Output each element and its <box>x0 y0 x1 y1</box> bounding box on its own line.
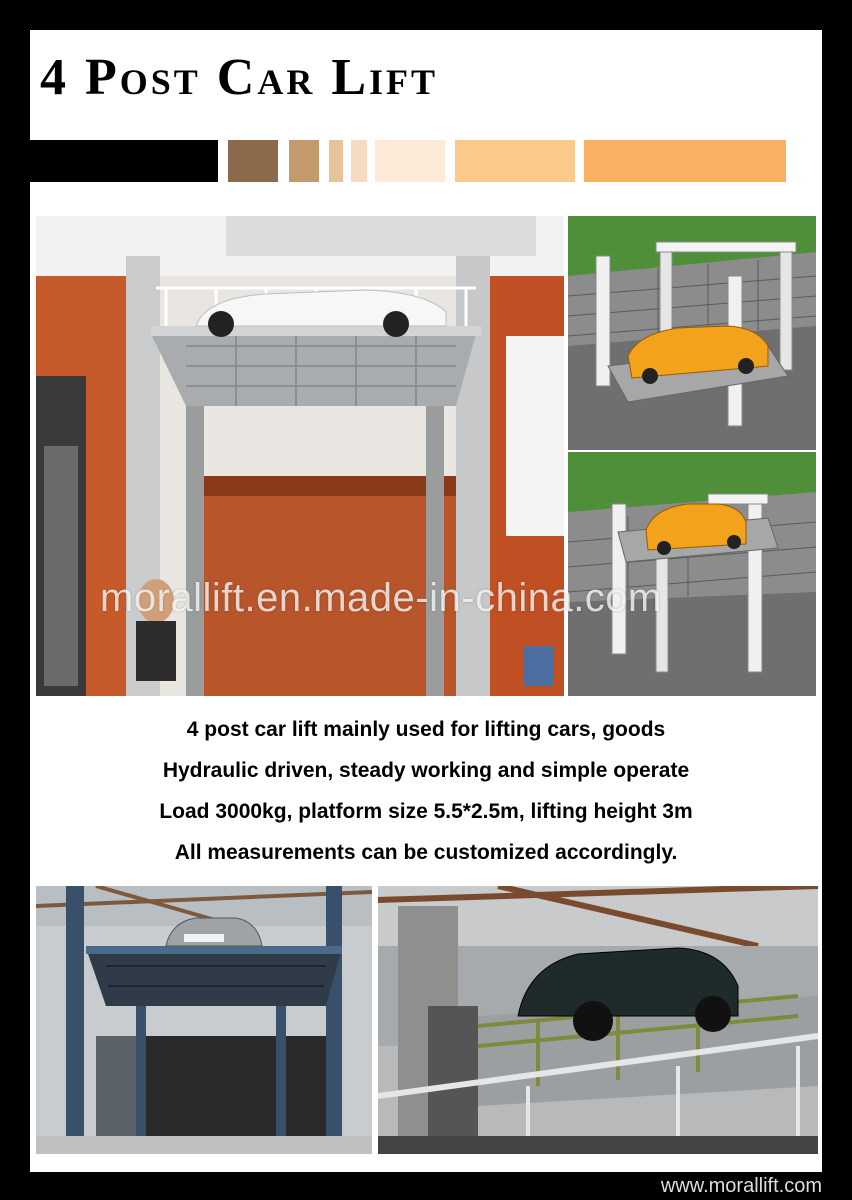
footer-website-url: www.morallift.com <box>660 1175 822 1197</box>
swatch-bar-black <box>30 140 218 182</box>
dark-car-on-lift-platform-photo <box>378 886 818 1154</box>
swatch-light-orange <box>455 140 575 182</box>
lift-rendering-orange-car-lowered <box>568 216 816 450</box>
swatch-brown <box>228 140 278 182</box>
watermark: morallift.en.made-in-china.com <box>100 576 662 620</box>
swatch-tan <box>289 140 319 182</box>
page-title: 4 Post Car Lift <box>40 49 439 106</box>
swatch-cream <box>375 140 445 182</box>
description-line-2: Hydraulic driven, steady working and simple operate <box>162 759 690 782</box>
description-line-1: 4 post car lift mainly used for lifting cars, goods <box>186 718 666 741</box>
swatch-light-tan <box>329 140 343 182</box>
description-line-4: All measurements can be customized accordingly. <box>174 841 678 864</box>
description-line-3: Load 3000kg, platform size 5.5*2.5m, lifting height 3m <box>159 800 693 823</box>
swatch-peach <box>351 140 367 182</box>
lift-rendering-orange-car-raised <box>568 452 816 696</box>
swatch-orange <box>584 140 786 182</box>
steel-platform-lift-with-car-photo <box>36 886 372 1154</box>
